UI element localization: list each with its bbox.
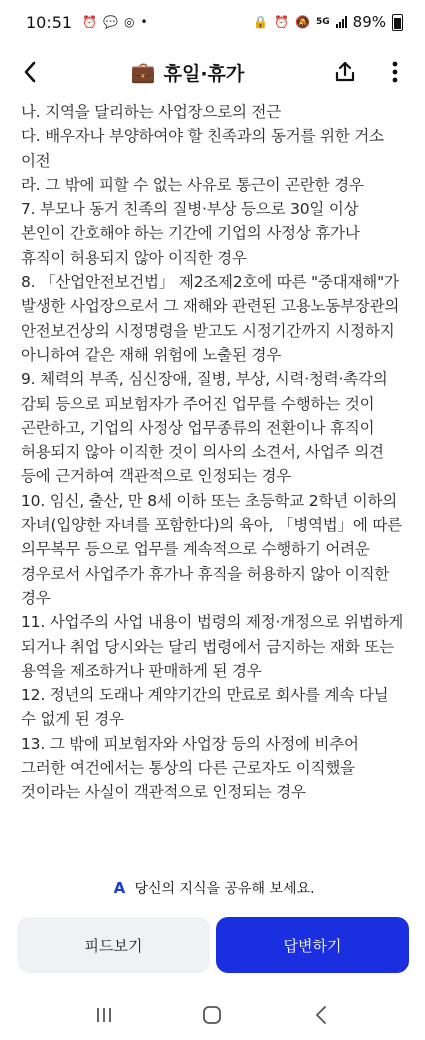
instagram-icon: ◎ [124, 15, 135, 29]
share-knowledge-prompt [0, 873, 425, 903]
content-line: 다. 배우자나 부양하여야 할 친족과의 동거를 위한 거소 이전 [21, 127, 384, 170]
content-line: 라. 그 밖에 피할 수 없는 사유로 통근이 곤란한 경우 [21, 175, 364, 194]
chat-icon: 💬 [103, 15, 119, 29]
alarm-icon: ⏰ [274, 15, 290, 29]
content-line: 7. 부모나 동거 친족의 질병·부상 등으로 30일 이상 본인이 간호해야 하는 기간에 기업의 사정상 휴가나 휴직이 허용되지 않아 이직한 경우 [21, 200, 360, 267]
dot-icon: • [140, 15, 148, 29]
signal-icon [336, 16, 347, 28]
action-buttons [17, 917, 409, 973]
mute-icon: 🔕 [295, 15, 310, 29]
battery-percent: 89% [352, 13, 386, 31]
status-bar [0, 0, 425, 44]
battery-icon [392, 14, 403, 31]
system-navigation-bar [0, 990, 425, 1040]
more-vertical-icon [392, 61, 398, 83]
recent-apps-icon [95, 1006, 113, 1024]
recent-apps-button[interactable] [84, 995, 124, 1035]
content-line: 9. 체력의 부족, 심신장애, 질병, 부상, 시력·청력·촉각의 감퇴 등으로 피보험자가 주어진 업무를 수행하는 것이 곤란하고, 기업의 사정상 업무종류의 전환이나 휴직이 허용되지 않아 이직한 것이 의사의 소견서, 사업주 의견 등에 근거하여 객관적으로 인정되는 경우 [21, 370, 388, 486]
answer-icon: A [113, 879, 126, 897]
content-line: 11. 사업주의 사업 내용이 법령의 제정·개정으로 위법하게 되거나 취업 당시와는 달리 법령에서 금지하는 재화 또는 용역을 제조하거나 판매하게 된 경우 [21, 613, 404, 680]
feed-button[interactable]: 피드보기 [17, 917, 210, 973]
app-header [0, 44, 425, 100]
content-line: 13. 그 밖에 피보험자와 사업장 등의 사정에 비추어 그러한 여건에서는 통상의 다른 근로자도 이직했을 것이라는 사실이 객관적으로 인정되는 경우 [21, 734, 359, 802]
alarm-icon: ⏰ [82, 15, 98, 29]
back-button[interactable] [14, 56, 46, 88]
more-options-button[interactable] [379, 56, 411, 88]
article-content [0, 100, 425, 860]
share-icon [333, 60, 357, 84]
content-line: 12. 정년의 도래나 계약기간의 만료로 회사를 계속 다닐 수 없게 된 경우 [21, 686, 389, 729]
lock-icon: 🔒 [253, 15, 269, 29]
page-title: 휴일·휴가 [163, 62, 245, 85]
status-time: 10:51 [26, 12, 73, 32]
network-label: 5G [316, 16, 330, 27]
briefcase-icon: 💼 [130, 60, 156, 84]
page-title-group [131, 59, 245, 86]
system-back-button[interactable] [301, 995, 341, 1035]
share-button[interactable] [329, 56, 361, 88]
home-icon [202, 1005, 222, 1025]
back-icon [315, 1006, 327, 1024]
home-button[interactable] [192, 995, 232, 1035]
answer-button[interactable]: 답변하기 [216, 917, 409, 973]
content-line: 10. 임신, 출산, 만 8세 이하 또는 초등학교 2학년 이하의 자녀(입양한 자녀를 포함한다)의 육아, 「병역법」에 따른 의무복무 등으로 업무를 계속적으로 수행하기 어려운 경우로서 사업주가 휴가나 휴직을 허용하지 않아 이직한 경우 [21, 491, 402, 607]
content-line: 8. 「산업안전보건법」 제2조제2호에 따른 "중대재해"가 발생한 사업장으로서 그 재해와 관련된 고용노동부장관의 안전보건상의 시정명령을 받고도 시정기간까지 시정하지 아니하여 같은 재해 위험에 노출된 경우 [21, 273, 400, 364]
share-prompt-text: 당신의 지식을 공유해 보세요. [134, 881, 315, 897]
back-arrow-icon [23, 61, 37, 83]
content-line: 나. 지역을 달리하는 사업장으로의 전근 [21, 103, 282, 121]
